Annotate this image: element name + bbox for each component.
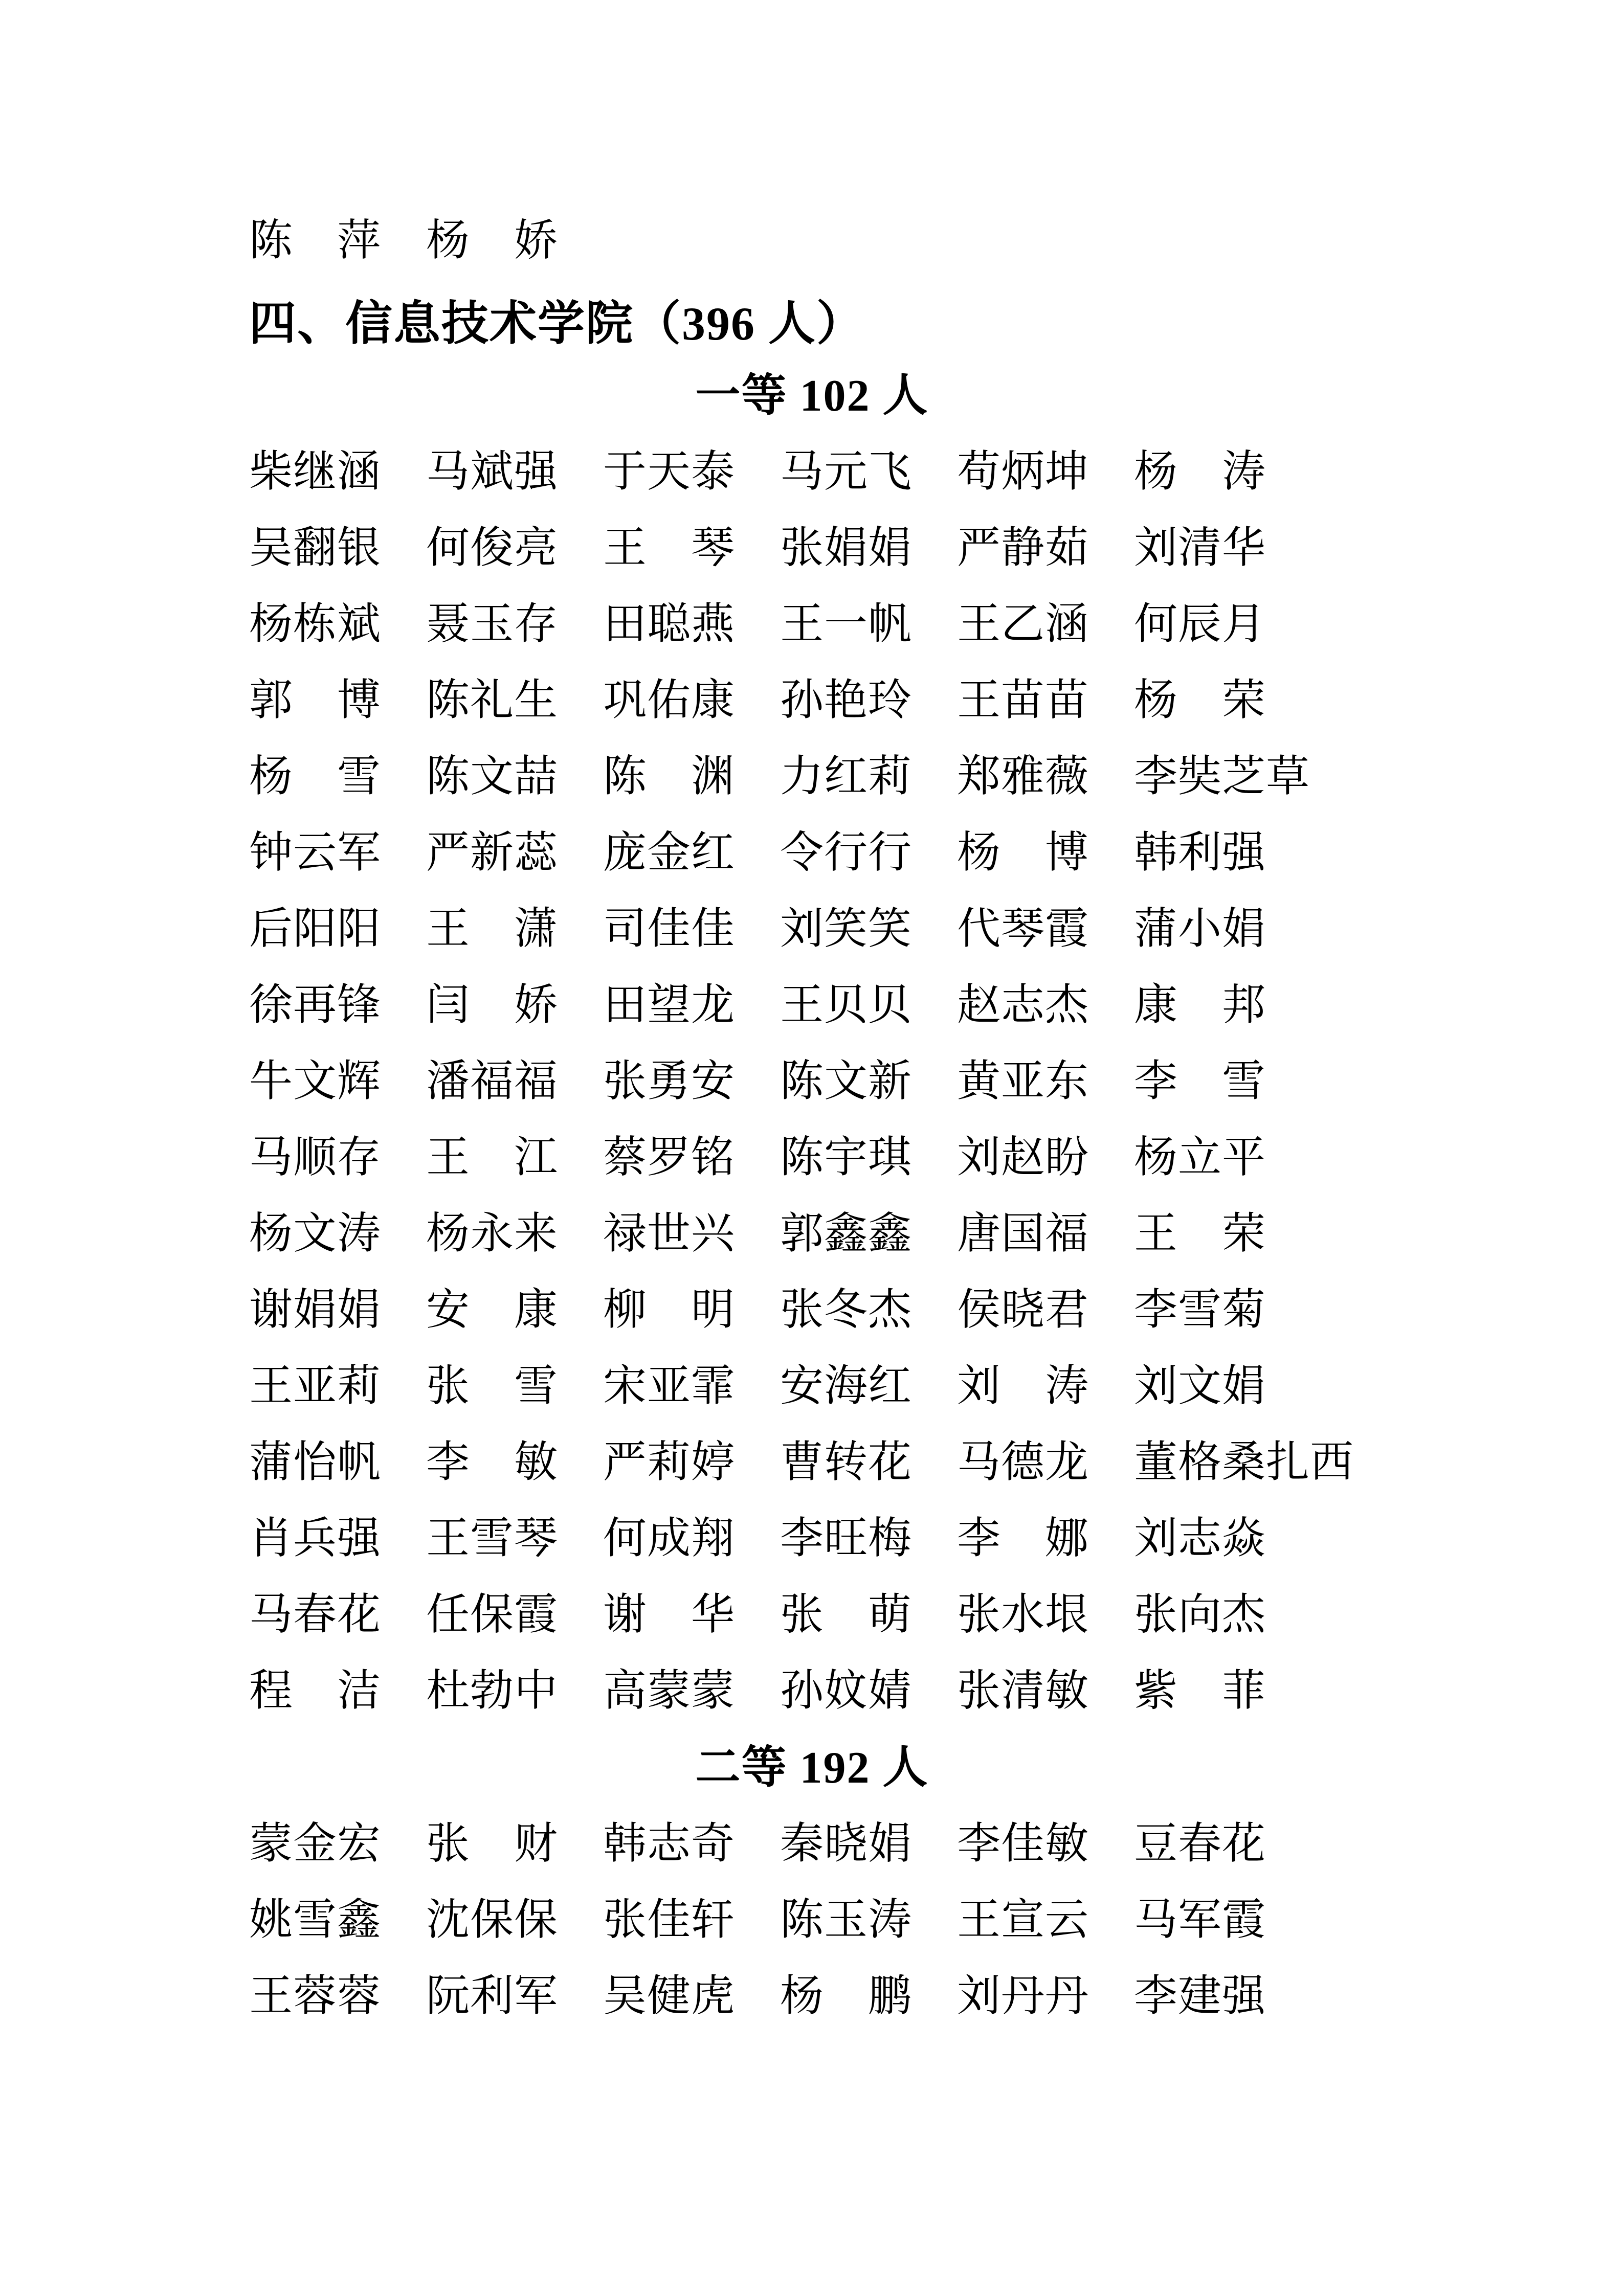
name-cell: 李 娜 [957, 1514, 1089, 1563]
name-cell: 王亚莉 [249, 1362, 382, 1410]
name-cell: 杨 涛 [1134, 447, 1266, 496]
name-cell: 程 洁 [249, 1667, 382, 1715]
name-cell: 刘文娟 [1134, 1362, 1266, 1410]
name-row [0, 1654, 1624, 1730]
name-row [0, 1578, 1624, 1654]
name-cell: 蒲小娟 [1134, 905, 1266, 953]
name-cell: 安 康 [426, 1286, 559, 1334]
name-cell: 于天泰 [603, 447, 736, 496]
name-cell: 王 潇 [426, 905, 559, 953]
name-cell: 李 雪 [1134, 1057, 1266, 1106]
name-cell: 谢娟娟 [249, 1286, 382, 1334]
name-cell: 韩利强 [1134, 828, 1266, 877]
name-cell: 王宣云 [957, 1896, 1089, 1944]
name-cell: 谢 华 [603, 1590, 736, 1639]
name-cell: 苟炳坤 [957, 447, 1089, 496]
name-row [0, 816, 1624, 892]
name-row [0, 663, 1624, 739]
name-cell: 王一帆 [780, 600, 913, 648]
name-cell: 杨文涛 [249, 1209, 382, 1258]
name-cell: 张清敏 [957, 1667, 1089, 1715]
name-cell: 张娟娟 [780, 524, 913, 572]
name-row [0, 739, 1624, 816]
name-cell: 郭 博 [249, 676, 382, 725]
name-cell: 刘清华 [1134, 524, 1266, 572]
name-cell: 蒲怡帆 [249, 1438, 382, 1487]
name-cell: 柳 明 [603, 1286, 736, 1334]
name-cell: 马春花 [249, 1590, 382, 1639]
name-cell: 郑雅薇 [957, 752, 1089, 801]
name-cell: 秦晓娟 [780, 1819, 913, 1868]
name-cell: 王 琴 [603, 524, 736, 572]
name-row [0, 892, 1624, 968]
name-cell: 杨 鹏 [780, 1972, 913, 2020]
name-cell: 张向杰 [1134, 1590, 1266, 1639]
name-row [0, 1197, 1624, 1273]
name-cell: 孙艳玲 [780, 676, 913, 725]
name-cell: 董格桑扎西 [1134, 1438, 1354, 1487]
name-cell: 马德龙 [957, 1438, 1089, 1487]
name-cell: 刘笑笑 [780, 905, 913, 953]
name-cell: 杨 博 [957, 828, 1089, 877]
name-row [0, 435, 1624, 511]
name-cell: 力红莉 [780, 752, 913, 801]
name-cell: 张 雪 [426, 1362, 559, 1410]
name-cell: 陈文喆 [426, 752, 559, 801]
name-cell: 李奘芝草 [1134, 752, 1310, 801]
tier2-name-rows [0, 1807, 1624, 2035]
name-cell: 代琴霞 [957, 905, 1089, 953]
name-cell: 吴健虎 [603, 1972, 736, 2020]
name-cell: 张 财 [426, 1819, 559, 1868]
leading-names-row [0, 202, 1624, 281]
name-cell: 庞金红 [603, 828, 736, 877]
name-cell: 康 邦 [1134, 981, 1266, 1029]
name-cell: 蒙金宏 [249, 1819, 382, 1868]
name-cell: 王蓉蓉 [249, 1972, 382, 2020]
name-cell: 王贝贝 [780, 981, 913, 1029]
name-cell: 豆春花 [1134, 1819, 1266, 1868]
name-row [0, 1273, 1624, 1349]
name-cell: 曹转花 [780, 1438, 913, 1487]
name-cell: 后阳阳 [249, 905, 382, 953]
name-cell: 张勇安 [603, 1057, 736, 1106]
name-cell: 刘赵盼 [957, 1133, 1089, 1182]
name-cell: 王 江 [426, 1133, 559, 1182]
name-cell: 严新蕊 [426, 828, 559, 877]
name-row [0, 1883, 1624, 1959]
name-cell: 黄亚东 [957, 1057, 1089, 1106]
name-cell: 李雪菊 [1134, 1286, 1266, 1334]
name-cell: 陈 渊 [603, 752, 736, 801]
name-cell: 安海红 [780, 1362, 913, 1410]
name-cell: 巩佑康 [603, 676, 736, 725]
name-cell: 令行行 [780, 828, 913, 877]
name-cell: 任保霞 [426, 1590, 559, 1639]
name-cell: 李旺梅 [780, 1514, 913, 1563]
name-cell: 高蒙蒙 [603, 1667, 736, 1715]
name-cell: 蔡罗铭 [603, 1133, 736, 1182]
name-cell: 韩志奇 [603, 1819, 736, 1868]
name-cell: 侯晓君 [957, 1286, 1089, 1334]
name-cell: 潘福福 [426, 1057, 559, 1106]
name-row [0, 968, 1624, 1044]
name-cell: 陈宇琪 [780, 1133, 913, 1182]
name-cell: 徐再锋 [249, 981, 382, 1029]
name-cell: 杨永来 [426, 1209, 559, 1258]
name-row [0, 511, 1624, 587]
tier1-heading: 一等 102 人 [695, 371, 929, 421]
tier2-heading: 二等 192 人 [695, 1743, 929, 1793]
name-row [0, 1044, 1624, 1120]
name-cell: 何辰月 [1134, 600, 1266, 648]
name-cell: 杜勃中 [426, 1667, 559, 1715]
section-heading: 四、信息技术学院（396 人） [249, 298, 865, 350]
name-cell: 严莉婷 [603, 1438, 736, 1487]
name-cell: 陈文新 [780, 1057, 913, 1106]
name-cell: 李 敏 [426, 1438, 559, 1487]
name-cell: 孙妏婧 [780, 1667, 913, 1715]
name-cell: 杨 雪 [249, 752, 382, 801]
name-cell: 赵志杰 [957, 981, 1089, 1029]
name-cell: 张冬杰 [780, 1286, 913, 1334]
top-margin [0, 0, 1624, 202]
name-row [0, 1425, 1624, 1501]
name-row [0, 1120, 1624, 1197]
name-cell: 杨栋斌 [249, 600, 382, 648]
name-cell: 刘 涛 [957, 1362, 1089, 1410]
name-cell: 马军霞 [1134, 1896, 1266, 1944]
name-row [0, 1501, 1624, 1578]
name-cell: 李建强 [1134, 1972, 1266, 2020]
name-cell: 杨立平 [1134, 1133, 1266, 1182]
name-cell: 唐国福 [957, 1209, 1089, 1258]
name-cell: 田望龙 [603, 981, 736, 1029]
name-cell: 姚雪鑫 [249, 1896, 382, 1944]
name-cell: 严静茹 [957, 524, 1089, 572]
name-cell: 张佳轩 [603, 1896, 736, 1944]
name-cell: 刘志焱 [1134, 1514, 1266, 1563]
name-cell: 钟云军 [249, 828, 382, 877]
name-row [0, 1349, 1624, 1425]
name-cell: 马斌强 [426, 447, 559, 496]
name-cell: 聂玉存 [426, 600, 559, 648]
name-cell: 郭鑫鑫 [780, 1209, 913, 1258]
name-cell: 何俊亮 [426, 524, 559, 572]
name-cell: 牛文辉 [249, 1057, 382, 1106]
name-cell: 禄世兴 [603, 1209, 736, 1258]
name-cell: 沈保保 [426, 1896, 559, 1944]
name-cell: 陈 萍 [249, 216, 382, 265]
name-cell: 陈玉涛 [780, 1896, 913, 1944]
name-cell: 刘丹丹 [957, 1972, 1089, 2020]
name-cell: 柴继涵 [249, 447, 382, 496]
name-cell: 杨 荣 [1134, 676, 1266, 725]
name-cell: 何成翔 [603, 1514, 736, 1563]
name-row [0, 587, 1624, 663]
name-cell: 紫 菲 [1134, 1667, 1266, 1715]
tier1-name-rows [0, 435, 1624, 1730]
name-cell: 马元飞 [780, 447, 913, 496]
name-cell: 马顺存 [249, 1133, 382, 1182]
name-cell: 田聪燕 [603, 600, 736, 648]
name-cell: 王 荣 [1134, 1209, 1266, 1258]
name-cell: 闫 娇 [426, 981, 559, 1029]
name-cell: 吴翻银 [249, 524, 382, 572]
name-cell: 李佳敏 [957, 1819, 1089, 1868]
name-cell: 张 萌 [780, 1590, 913, 1639]
name-cell: 宋亚霏 [603, 1362, 736, 1410]
name-cell: 肖兵强 [249, 1514, 382, 1563]
name-row [0, 1807, 1624, 1883]
name-cell: 王乙涵 [957, 600, 1089, 648]
name-cell: 司佳佳 [603, 905, 736, 953]
name-cell: 张水垠 [957, 1590, 1089, 1639]
name-cell: 杨 娇 [426, 216, 559, 265]
name-cell: 阮利军 [426, 1972, 559, 2020]
name-cell: 王雪琴 [426, 1514, 559, 1563]
name-cell: 王苗苗 [957, 676, 1089, 725]
name-cell: 陈礼生 [426, 676, 559, 725]
name-row [0, 1959, 1624, 2035]
